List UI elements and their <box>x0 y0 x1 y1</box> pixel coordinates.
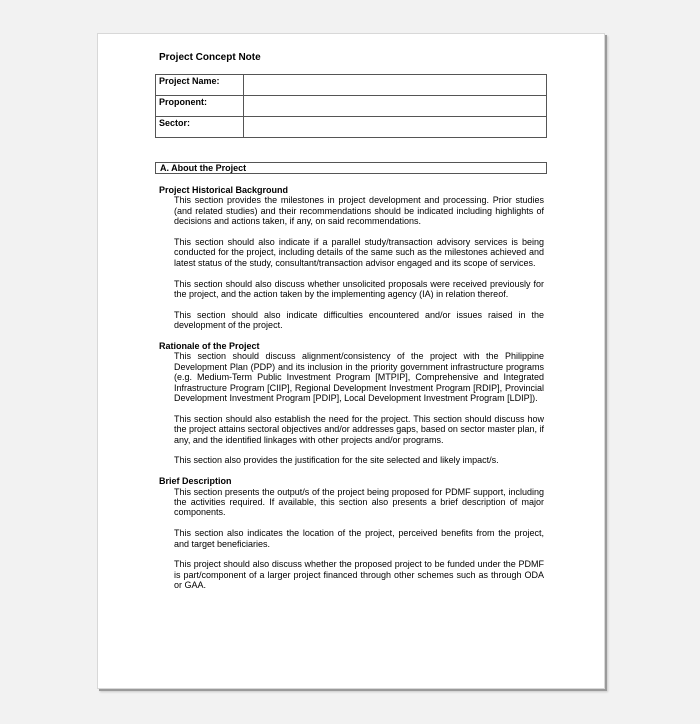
proponent-value <box>244 96 547 117</box>
table-row <box>156 96 547 117</box>
table-row <box>156 117 547 138</box>
paragraph: This section should also indicate difficulties encountered and/or issues raised in the development of the project. <box>174 309 544 331</box>
project-name-label: Project Name: <box>156 75 244 96</box>
document-title: Project Concept Note <box>159 52 261 63</box>
paragraph: This section should also indicate if a parallel study/transaction advisory services is being conducted for the project, including details of the same such as the milestones achieved and latest status of the study, consultant/transaction advisor engaged and its scope of services. <box>174 237 544 268</box>
subsection-heading-description: Brief Description <box>159 476 232 487</box>
paragraph: This section also provides the justification for the site selected and likely impact/s. <box>174 455 499 466</box>
subsection-heading-rationale: Rationale of the Project <box>159 341 260 352</box>
sector-label: Sector: <box>156 117 244 138</box>
paragraph: This section should also establish the need for the project. This section should discuss how the project attains sectoral objectives and/or addresses gaps, based on sector master plan, if any, and the identified linkages with other projects and/or programs. <box>174 413 544 445</box>
paragraph: This project should also discuss whether the proposed project to be funded under the PDMF is part/component of a larger project financed through other schemes such as through ODA or GAA. <box>174 559 544 591</box>
proponent-label: Proponent: <box>156 96 244 117</box>
paragraph: This section also indicates the location of the project, perceived benefits from the project, and target beneficiaries. <box>174 528 544 549</box>
section-a-heading: A. About the Project <box>155 162 547 174</box>
project-name-value <box>244 75 547 96</box>
document-body <box>159 185 544 591</box>
document-page <box>97 33 605 689</box>
paragraph: This section presents the output/s of the project being proposed for PDMF support, including the activities required. If available, this section also presents a brief description of major components. <box>174 486 544 518</box>
paragraph: This section should discuss alignment/consistency of the project with the Philippine Development Plan (PDP) and its inclusion in the priority government infrastructure programs (e.g. Medium-Term Public Investment Program [MTPIP], Comprehensive and Integrated Infrastructure Program [CIIP], Regional Development Investment Program [RDIP], Provincial Development Investment Program [PDIP], Local Development Investment Program [LDIP]). <box>174 351 544 404</box>
sector-value <box>244 117 547 138</box>
project-info-table <box>155 74 547 138</box>
paragraph: This section provides the milestones in project development and processing. Prior studies (and related studies) and their recommendations should be indicated including highlights of decisions and actions taken, if any, on said recommendations. <box>174 195 544 227</box>
subsection-heading-background: Project Historical Background <box>159 185 289 195</box>
paragraph: This section should also discuss whether unsolicited proposals were received previously for the project, and the action taken by the implementing agency (IA) in relation thereof. <box>174 278 544 300</box>
table-row <box>156 75 547 96</box>
